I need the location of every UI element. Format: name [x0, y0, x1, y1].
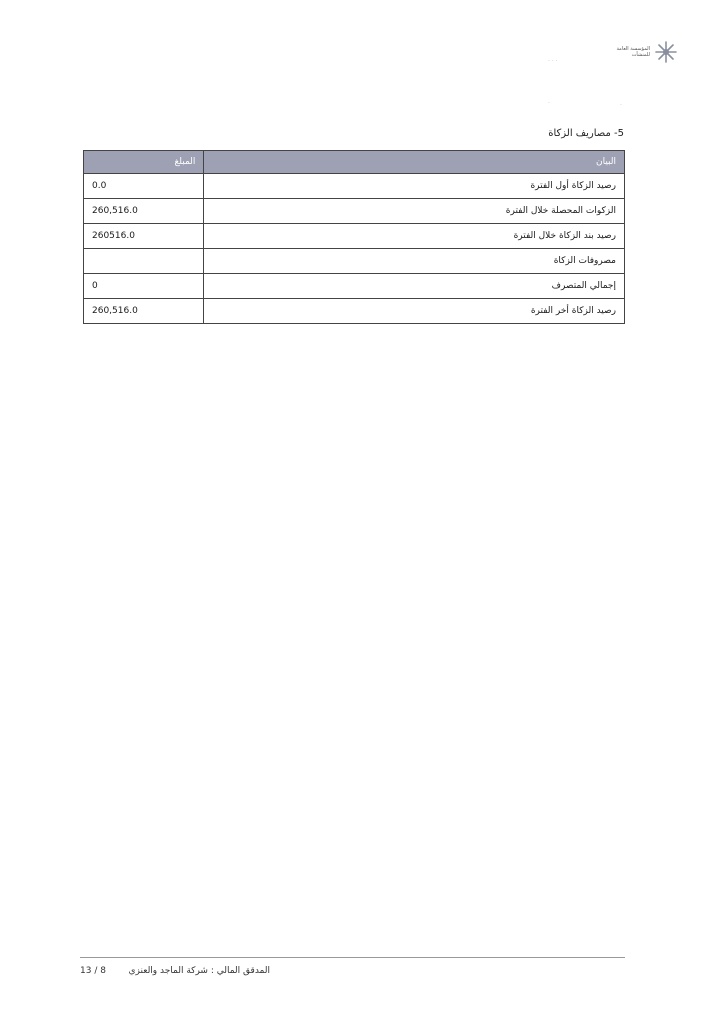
star-logo-icon	[654, 40, 678, 64]
header-amount: المبلغ	[84, 151, 204, 174]
row-amount: 260,516.0	[84, 199, 204, 224]
row-description: إجمالي المتصرف	[204, 274, 625, 299]
row-amount	[84, 249, 204, 274]
header-description: البيان	[204, 151, 625, 174]
table-row	[84, 299, 625, 324]
row-description: الزكوات المحصلة خلال الفترة	[204, 199, 625, 224]
logo-text	[610, 46, 650, 58]
table-row	[84, 174, 625, 199]
footer-page-number: 13 / 8	[80, 966, 106, 976]
row-amount: 0.0	[84, 174, 204, 199]
scan-speck: ·	[548, 100, 550, 107]
table-row	[84, 274, 625, 299]
table-row	[84, 199, 625, 224]
row-description: رصيد بند الزكاة خلال الفترة	[204, 224, 625, 249]
row-amount: 260516.0	[84, 224, 204, 249]
scan-speck: ·	[620, 102, 622, 109]
header-logo	[610, 40, 678, 64]
row-amount: 260,516.0	[84, 299, 204, 324]
row-description: رصيد الزكاة أول الفترة	[204, 174, 625, 199]
row-amount: 0	[84, 274, 204, 299]
footer-auditor: المدقق المالي : شركة الماجد والعنزي	[128, 966, 270, 976]
table-row	[84, 249, 625, 274]
table-header-row	[84, 151, 625, 174]
page-footer	[80, 966, 270, 976]
row-description: مصروفات الزكاة	[204, 249, 625, 274]
logo-text-line2: للمنشآت	[631, 52, 650, 58]
section-title: 5- مصاريف الزكاة	[548, 128, 624, 139]
row-description: رصيد الزكاة أخر الفترة	[204, 299, 625, 324]
logo-text-line1: المؤسسة العامة	[616, 46, 650, 52]
zakat-expenses-table	[83, 150, 625, 324]
footer-divider	[80, 957, 625, 958]
table-row	[84, 224, 625, 249]
scan-speck: · · ·	[548, 58, 558, 65]
